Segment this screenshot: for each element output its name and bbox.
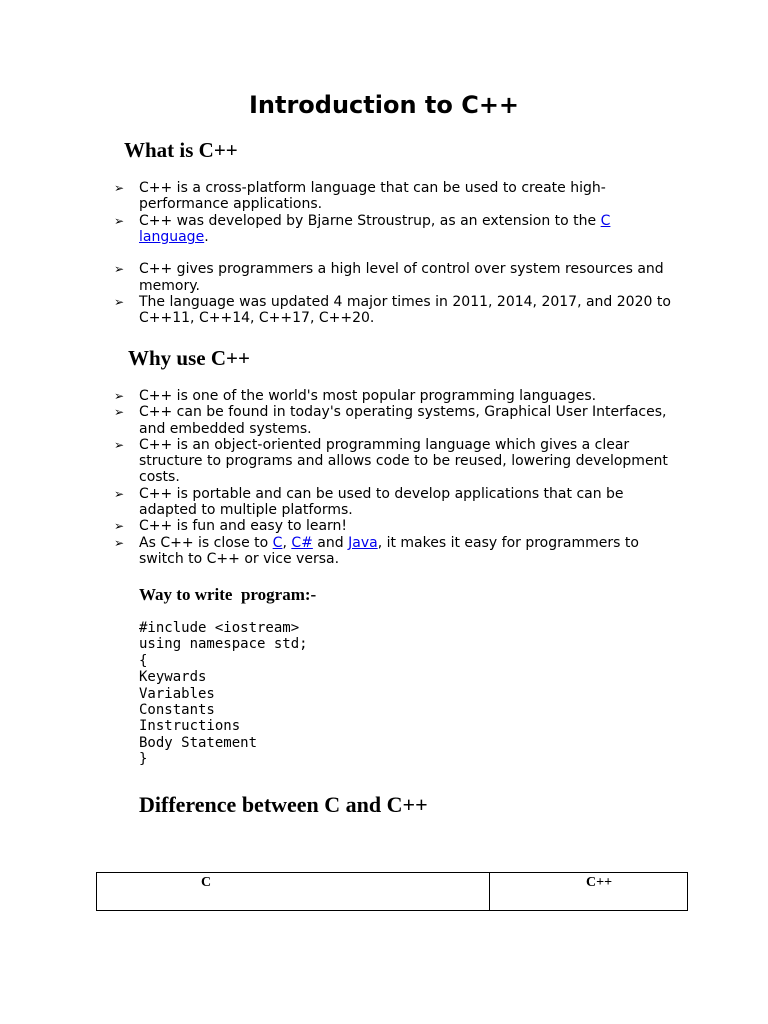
table-header-cpp: C++ (490, 873, 688, 911)
c-link[interactable]: C (272, 534, 283, 551)
what-is-cpp-list (114, 180, 674, 327)
list-item (114, 437, 674, 486)
list-item-text: C++ can be found in today's operating systems, Graphical User Interfaces, and embedded systems. (139, 404, 667, 437)
separator-text: , (282, 534, 292, 551)
arrow-bullet-icon: ➢ (114, 535, 125, 550)
c-language-link[interactable]: C language (139, 212, 611, 245)
arrow-bullet-icon: ➢ (114, 437, 125, 452)
document-title: Introduction to C++ (248, 91, 520, 119)
heading-why-use-cpp: Why use C++ (128, 346, 250, 370)
difference-heading: Difference between C and C++ (139, 792, 428, 817)
table-header-c: C (97, 873, 490, 911)
list-item (114, 261, 674, 294)
arrow-bullet-icon: ➢ (114, 213, 125, 228)
arrow-bullet-icon: ➢ (114, 486, 125, 501)
program-heading: Way to write program:- (139, 585, 317, 604)
list-item (114, 518, 674, 534)
and-text: and (312, 534, 349, 551)
list-item (114, 213, 674, 246)
list-item-text: C++ is portable and can be used to develop applications that can be adapted to multiple platforms. (139, 485, 624, 519)
heading-what-is-cpp: What is C++ (124, 138, 238, 162)
why-use-cpp-list (114, 388, 674, 567)
arrow-bullet-icon: ➢ (114, 295, 125, 310)
list-item-text-end: . (204, 228, 209, 245)
code-block: #include <iostream> using namespace std; { Keywards Variables Constants Instructions Body Statement } (139, 620, 308, 768)
table-header-row (97, 873, 688, 911)
list-item (114, 388, 674, 404)
list-item-text: C++ gives programmers a high level of control over system resources and memory. (139, 261, 664, 294)
list-item-text: C++ is one of the world's most popular programming languages. (139, 388, 597, 404)
list-item-text: As C++ is close to (139, 534, 273, 551)
list-item (114, 404, 674, 437)
arrow-bullet-icon: ➢ (114, 181, 125, 195)
list-item-text: C++ is fun and easy to learn! (139, 518, 348, 535)
list-item-text: C++ is a cross-platform language that can be used to create high-performance applications. (139, 180, 606, 213)
list-item-text: C++ is an object-oriented programming language which gives a clear structure to programs and allows code to be reused, lowering development costs. (139, 436, 668, 486)
java-link[interactable]: Java (348, 534, 378, 551)
list-item-text: C++ was developed by Bjarne Stroustrup, as an extension to the (139, 212, 601, 229)
arrow-bullet-icon: ➢ (114, 262, 125, 277)
list-item (114, 486, 674, 519)
comparison-table (96, 872, 688, 911)
list-item-text-end: , it makes it easy for programmers to switch to C++ or vice versa. (139, 534, 639, 567)
list-item (114, 180, 674, 213)
arrow-bullet-icon: ➢ (114, 405, 125, 420)
list-item (114, 294, 674, 327)
csharp-link[interactable]: C# (291, 534, 313, 551)
list-item-text: The language was updated 4 major times in 2011, 2014, 2017, and 2020 to C++11, C++14, C++17, C++20. (139, 294, 671, 327)
arrow-bullet-icon: ➢ (114, 519, 125, 534)
arrow-bullet-icon: ➢ (114, 389, 125, 403)
list-spacer (114, 245, 674, 261)
list-item (114, 535, 674, 568)
